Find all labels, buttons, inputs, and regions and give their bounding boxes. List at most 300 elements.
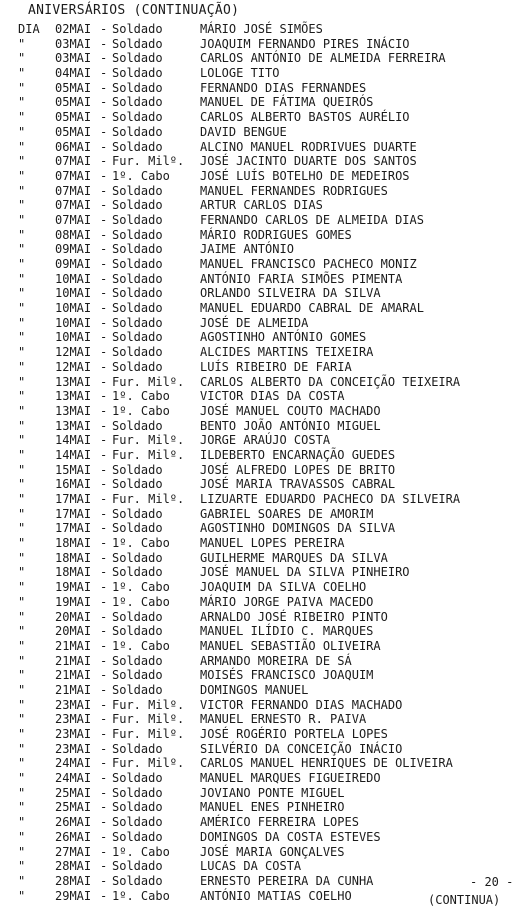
person-name: GUILHERME MARQUES DA SILVA — [200, 550, 388, 565]
birthday-date: 05MAI — [55, 95, 92, 110]
separator-dash: - — [100, 697, 108, 712]
separator-dash: - — [100, 815, 108, 830]
person-name: ANTÓNIO MATIAS COELHO — [200, 888, 352, 903]
birthday-date: 08MAI — [55, 227, 92, 242]
continued-note: (CONTINUA) — [428, 893, 501, 907]
person-name: LOLOGE TITO — [200, 66, 280, 81]
day-prefix: " — [18, 271, 26, 286]
birthday-date: 06MAI — [55, 139, 92, 154]
separator-dash: - — [100, 653, 108, 668]
birthday-date: 12MAI — [55, 345, 92, 360]
separator-dash: - — [100, 139, 108, 154]
separator-dash: - — [100, 565, 108, 580]
separator-dash: - — [100, 359, 108, 374]
list-item — [0, 580, 513, 595]
person-name: ARMANDO MOREIRA DE SÁ — [200, 653, 352, 668]
separator-dash: - — [100, 580, 108, 595]
list-item — [0, 242, 513, 257]
person-name: MÁRIO RODRIGUES GOMES — [200, 227, 352, 242]
person-name: MANUEL FRANCISCO PACHECO MONIZ — [200, 257, 417, 271]
list-item — [0, 521, 513, 536]
separator-dash: - — [100, 80, 108, 95]
list-item — [0, 419, 513, 434]
day-prefix: " — [18, 829, 26, 844]
day-prefix: DIA — [18, 22, 40, 36]
separator-dash: - — [100, 550, 108, 565]
list-item — [0, 375, 513, 390]
list-item — [0, 477, 513, 492]
birthday-date: 29MAI — [55, 888, 92, 903]
day-prefix: " — [18, 697, 26, 712]
birthday-date: 02MAI — [55, 22, 92, 36]
day-prefix: " — [18, 771, 26, 786]
separator-dash: - — [100, 873, 108, 888]
person-name: DOMINGOS DA COSTA ESTEVES — [200, 829, 381, 844]
list-item — [0, 654, 513, 669]
person-name: JOAQUIM FERNANDO PIRES INÁCIO — [200, 36, 410, 51]
military-rank: Fur. Milº. — [112, 433, 185, 448]
day-prefix: " — [18, 345, 26, 360]
separator-dash: - — [100, 374, 108, 389]
person-name: FERNANDO CARLOS DE ALMEIDA DIAS — [200, 212, 424, 227]
list-item — [0, 727, 513, 742]
page-heading: ANIVERSÁRIOS (CONTINUAÇÃO) — [28, 3, 240, 18]
day-prefix: " — [18, 212, 26, 227]
day-prefix: " — [18, 80, 26, 95]
birthday-date: 19MAI — [55, 594, 92, 609]
birthday-date: 24MAI — [55, 756, 92, 771]
birthday-date: 21MAI — [55, 653, 92, 668]
birthday-date: 07MAI — [55, 198, 92, 213]
person-name: JAIME ANTÓNIO — [200, 242, 294, 257]
person-name: MANUEL DE FÁTIMA QUEIRÓS — [200, 95, 374, 110]
birthday-date: 12MAI — [55, 359, 92, 374]
birthday-date: 05MAI — [55, 124, 92, 139]
birthday-date: 07MAI — [55, 212, 92, 227]
day-prefix: " — [18, 859, 26, 874]
list-item — [0, 22, 513, 37]
person-name: FERNANDO DIAS FERNANDES — [200, 80, 367, 95]
day-prefix: " — [18, 800, 26, 815]
military-rank: Fur. Milº. — [112, 154, 185, 169]
military-rank: Fur. Milº. — [112, 712, 185, 727]
birthday-date: 10MAI — [55, 271, 92, 286]
list-item — [0, 800, 513, 815]
day-prefix: " — [18, 712, 26, 727]
military-rank: Soldado — [112, 477, 163, 492]
separator-dash: - — [100, 492, 108, 506]
military-rank: Soldado — [112, 462, 163, 477]
separator-dash: - — [100, 536, 108, 551]
list-item — [0, 845, 513, 860]
birthday-date: 18MAI — [55, 536, 92, 551]
person-name: JOSÉ MARIA GONÇALVES — [200, 844, 345, 859]
birthday-date: 13MAI — [55, 374, 92, 389]
military-rank: Soldado — [112, 550, 163, 565]
military-rank: Soldado — [112, 873, 163, 888]
military-rank: Soldado — [112, 183, 163, 198]
separator-dash: - — [100, 403, 108, 418]
separator-dash: - — [100, 756, 108, 771]
person-name: JOSÉ MARIA TRAVASSOS CABRAL — [200, 477, 396, 492]
person-name: SILVÉRIO DA CONCEIÇÃO INÁCIO — [200, 741, 403, 756]
separator-dash: - — [100, 785, 108, 800]
separator-dash: - — [100, 257, 108, 271]
military-rank: Soldado — [112, 653, 163, 668]
separator-dash: - — [100, 506, 108, 521]
military-rank: Soldado — [112, 257, 163, 271]
day-prefix: " — [18, 139, 26, 154]
day-prefix: " — [18, 756, 26, 771]
list-item — [0, 272, 513, 287]
day-prefix: " — [18, 374, 26, 389]
birthday-date: 05MAI — [55, 80, 92, 95]
birthday-list — [0, 22, 513, 903]
separator-dash: - — [100, 727, 108, 741]
birthday-date: 10MAI — [55, 301, 92, 316]
person-name: CARLOS ALBERTO DA CONCEIÇÃO TEIXEIRA — [200, 374, 461, 389]
person-name: MANUEL EDUARDO CABRAL DE AMARAL — [200, 301, 424, 316]
birthday-date: 05MAI — [55, 110, 92, 125]
day-prefix: " — [18, 653, 26, 668]
person-name: AMÉRICO FERREIRA LOPES — [200, 815, 359, 830]
military-rank: Fur. Milº. — [112, 374, 185, 389]
birthday-date: 18MAI — [55, 565, 92, 580]
day-prefix: " — [18, 741, 26, 756]
person-name: ALCIDES MARTINS TEIXEIRA — [200, 345, 374, 360]
person-name: LUÍS RIBEIRO DE FARIA — [200, 359, 352, 374]
list-item — [0, 169, 513, 184]
military-rank: 1º. Cabo — [112, 594, 170, 609]
day-prefix: " — [18, 433, 26, 448]
list-item — [0, 712, 513, 727]
birthday-date: 14MAI — [55, 447, 92, 462]
military-rank: Soldado — [112, 345, 163, 360]
day-prefix: " — [18, 682, 26, 697]
separator-dash: - — [100, 110, 108, 125]
birthday-date: 21MAI — [55, 638, 92, 653]
day-prefix: " — [18, 51, 26, 66]
day-prefix: " — [18, 66, 26, 81]
separator-dash: - — [100, 345, 108, 360]
military-rank: Soldado — [112, 682, 163, 697]
day-prefix: " — [18, 638, 26, 653]
military-rank: Soldado — [112, 227, 163, 242]
person-name: MANUEL ERNESTO R. PAIVA — [200, 712, 367, 727]
separator-dash: - — [100, 712, 108, 727]
person-name: CARLOS ALBERTO BASTOS AURÉLIO — [200, 110, 410, 125]
list-item — [0, 536, 513, 551]
person-name: MÁRIO JORGE PAIVA MACEDO — [200, 594, 374, 609]
military-rank: 1º. Cabo — [112, 844, 170, 859]
military-rank: Fur. Milº. — [112, 697, 185, 712]
page-number: - 20 - — [470, 875, 513, 889]
list-item — [0, 345, 513, 360]
military-rank: Soldado — [112, 315, 163, 330]
separator-dash: - — [100, 315, 108, 330]
military-rank: Soldado — [112, 359, 163, 374]
separator-dash: - — [100, 741, 108, 756]
birthday-date: 15MAI — [55, 462, 92, 477]
military-rank: Soldado — [112, 212, 163, 227]
day-prefix: " — [18, 301, 26, 316]
military-rank: Soldado — [112, 36, 163, 51]
person-name: JOSÉ ROGÉRIO PORTELA LOPES — [200, 727, 388, 741]
birthday-date: 28MAI — [55, 859, 92, 874]
day-prefix: " — [18, 550, 26, 565]
military-rank: Soldado — [112, 785, 163, 800]
separator-dash: - — [100, 183, 108, 198]
birthday-date: 23MAI — [55, 741, 92, 756]
birthday-date: 28MAI — [55, 873, 92, 888]
military-rank: Soldado — [112, 124, 163, 139]
military-rank: Soldado — [112, 829, 163, 844]
separator-dash: - — [100, 668, 108, 683]
separator-dash: - — [100, 418, 108, 433]
birthday-date: 10MAI — [55, 330, 92, 345]
person-name: VICTOR DIAS DA COSTA — [200, 389, 345, 404]
day-prefix: " — [18, 785, 26, 800]
birthday-date: 23MAI — [55, 712, 92, 727]
list-item — [0, 301, 513, 316]
day-prefix: " — [18, 609, 26, 624]
birthday-date: 13MAI — [55, 389, 92, 404]
list-item — [0, 771, 513, 786]
list-item — [0, 610, 513, 625]
day-prefix: " — [18, 536, 26, 551]
day-prefix: " — [18, 888, 26, 903]
day-prefix: " — [18, 815, 26, 830]
list-item — [0, 492, 513, 507]
person-name: ERNESTO PEREIRA DA CUNHA — [200, 873, 374, 888]
list-item — [0, 330, 513, 345]
day-prefix: " — [18, 315, 26, 330]
day-prefix: " — [18, 727, 26, 741]
list-item — [0, 565, 513, 580]
person-name: ANTÓNIO FARIA SIMÕES PIMENTA — [200, 271, 403, 286]
list-item — [0, 228, 513, 243]
birthday-date: 17MAI — [55, 521, 92, 536]
birthday-date: 18MAI — [55, 550, 92, 565]
day-prefix: " — [18, 198, 26, 213]
military-rank: Soldado — [112, 609, 163, 624]
day-prefix: " — [18, 844, 26, 859]
list-item — [0, 786, 513, 801]
day-prefix: " — [18, 330, 26, 345]
separator-dash: - — [100, 844, 108, 859]
person-name: MANUEL ILÍDIO C. MARQUES — [200, 624, 374, 639]
day-prefix: " — [18, 492, 26, 506]
person-name: DOMINGOS MANUEL — [200, 682, 309, 697]
day-prefix: " — [18, 873, 26, 888]
list-item — [0, 154, 513, 169]
person-name: MANUEL SEBASTIÃO OLIVEIRA — [200, 638, 381, 653]
person-name: GABRIEL SOARES DE AMORIM — [200, 506, 374, 521]
birthday-date: 26MAI — [55, 815, 92, 830]
person-name: CARLOS ANTÓNIO DE ALMEIDA FERREIRA — [200, 51, 446, 66]
separator-dash: - — [100, 330, 108, 345]
military-rank: Soldado — [112, 506, 163, 521]
day-prefix: " — [18, 227, 26, 242]
military-rank: Soldado — [112, 330, 163, 345]
military-rank: 1º. Cabo — [112, 536, 170, 551]
day-prefix: " — [18, 95, 26, 110]
list-item — [0, 756, 513, 771]
military-rank: Fur. Milº. — [112, 492, 185, 506]
military-rank: Soldado — [112, 242, 163, 257]
day-prefix: " — [18, 477, 26, 492]
list-item — [0, 81, 513, 96]
military-rank: Soldado — [112, 95, 163, 110]
separator-dash: - — [100, 22, 108, 36]
separator-dash: - — [100, 301, 108, 316]
separator-dash: - — [100, 609, 108, 624]
separator-dash: - — [100, 462, 108, 477]
day-prefix: " — [18, 124, 26, 139]
day-prefix: " — [18, 624, 26, 639]
day-prefix: " — [18, 168, 26, 183]
birthday-date: 07MAI — [55, 183, 92, 198]
person-name: LUCAS DA COSTA — [200, 859, 302, 874]
military-rank: Soldado — [112, 741, 163, 756]
military-rank: Soldado — [112, 198, 163, 213]
day-prefix: " — [18, 403, 26, 418]
military-rank: 1º. Cabo — [112, 168, 170, 183]
separator-dash: - — [100, 198, 108, 213]
list-item — [0, 257, 513, 272]
military-rank: Soldado — [112, 565, 163, 580]
separator-dash: - — [100, 433, 108, 448]
military-rank: Soldado — [112, 139, 163, 154]
separator-dash: - — [100, 521, 108, 536]
birthday-date: 03MAI — [55, 51, 92, 66]
military-rank: Soldado — [112, 66, 163, 81]
day-prefix: " — [18, 359, 26, 374]
list-item — [0, 198, 513, 213]
list-item — [0, 125, 513, 140]
list-item — [0, 595, 513, 610]
person-name: JOSÉ MANUEL DA SILVA PINHEIRO — [200, 565, 410, 580]
list-item — [0, 551, 513, 566]
person-name: JOAQUIM DA SILVA COELHO — [200, 580, 367, 595]
military-rank: Fur. Milº. — [112, 756, 185, 771]
list-item — [0, 37, 513, 52]
person-name: MANUEL FERNANDES RODRIGUES — [200, 183, 388, 198]
person-name: VICTOR FERNANDO DIAS MACHADO — [200, 697, 403, 712]
list-item — [0, 433, 513, 448]
separator-dash: - — [100, 859, 108, 874]
military-rank: Soldado — [112, 815, 163, 830]
separator-dash: - — [100, 477, 108, 492]
military-rank: Soldado — [112, 80, 163, 95]
separator-dash: - — [100, 286, 108, 301]
separator-dash: - — [100, 95, 108, 110]
separator-dash: - — [100, 624, 108, 639]
birthday-date: 13MAI — [55, 403, 92, 418]
list-item — [0, 110, 513, 125]
person-name: ARTUR CARLOS DIAS — [200, 198, 323, 213]
birthday-date: 26MAI — [55, 829, 92, 844]
person-name: BENTO JOÃO ANTÓNIO MIGUEL — [200, 418, 381, 433]
day-prefix: " — [18, 580, 26, 595]
birthday-date: 13MAI — [55, 418, 92, 433]
day-prefix: " — [18, 154, 26, 169]
list-item — [0, 286, 513, 301]
person-name: JORGE ARAÚJO COSTA — [200, 433, 331, 448]
person-name: JOSÉ MANUEL COUTO MACHADO — [200, 403, 381, 418]
birthday-date: 04MAI — [55, 66, 92, 81]
list-item — [0, 624, 513, 639]
person-name: MANUEL ENES PINHEIRO — [200, 800, 345, 815]
person-name: MÁRIO JOSÉ SIMÕES — [200, 22, 323, 36]
separator-dash: - — [100, 124, 108, 139]
day-prefix: " — [18, 286, 26, 301]
military-rank: 1º. Cabo — [112, 638, 170, 653]
person-name: CARLOS MANUEL HENRIQUES DE OLIVEIRA — [200, 756, 453, 771]
birthday-date: 09MAI — [55, 257, 92, 271]
separator-dash: - — [100, 682, 108, 697]
list-item — [0, 213, 513, 228]
military-rank: Soldado — [112, 521, 163, 536]
military-rank: Fur. Milº. — [112, 727, 185, 741]
list-item — [0, 316, 513, 331]
military-rank: Soldado — [112, 51, 163, 66]
birthday-date: 03MAI — [55, 36, 92, 51]
birthday-date: 17MAI — [55, 492, 92, 506]
list-item — [0, 859, 513, 874]
military-rank: Soldado — [112, 286, 163, 301]
military-rank: 1º. Cabo — [112, 389, 170, 404]
military-rank: 1º. Cabo — [112, 403, 170, 418]
birthday-date: 09MAI — [55, 242, 92, 257]
separator-dash: - — [100, 447, 108, 462]
military-rank: Soldado — [112, 271, 163, 286]
separator-dash: - — [100, 212, 108, 227]
day-prefix: " — [18, 668, 26, 683]
person-name: JOVIANO PONTE MIGUEL — [200, 785, 345, 800]
person-name: ARNALDO JOSÉ RIBEIRO PINTO — [200, 609, 388, 624]
day-prefix: " — [18, 418, 26, 433]
day-prefix: " — [18, 521, 26, 536]
birthday-date: 07MAI — [55, 168, 92, 183]
birthday-date: 20MAI — [55, 609, 92, 624]
day-prefix: " — [18, 257, 26, 271]
military-rank: Soldado — [112, 110, 163, 125]
separator-dash: - — [100, 242, 108, 257]
separator-dash: - — [100, 271, 108, 286]
list-item — [0, 698, 513, 713]
person-name: LIZUARTE EDUARDO PACHECO DA SILVEIRA — [200, 492, 461, 506]
day-prefix: " — [18, 36, 26, 51]
list-item — [0, 830, 513, 845]
separator-dash: - — [100, 389, 108, 404]
birthday-date: 19MAI — [55, 580, 92, 595]
person-name: MANUEL LOPES PEREIRA — [200, 536, 345, 551]
day-prefix: " — [18, 506, 26, 521]
military-rank: Soldado — [112, 624, 163, 639]
birthday-date: 21MAI — [55, 682, 92, 697]
person-name: ORLANDO SILVEIRA DA SILVA — [200, 286, 381, 301]
person-name: ALCINO MANUEL RODRIVUES DUARTE — [200, 139, 417, 154]
list-item — [0, 463, 513, 478]
person-name: JOSÉ ALFREDO LOPES DE BRITO — [200, 462, 396, 477]
person-name: MOISÉS FRANCISCO JOAQUIM — [200, 668, 374, 683]
birthday-date: 27MAI — [55, 844, 92, 859]
day-prefix: " — [18, 565, 26, 580]
birthday-date: 10MAI — [55, 315, 92, 330]
military-rank: Soldado — [112, 301, 163, 316]
person-name: ILDEBERTO ENCARNAÇÃO GUEDES — [200, 447, 396, 462]
